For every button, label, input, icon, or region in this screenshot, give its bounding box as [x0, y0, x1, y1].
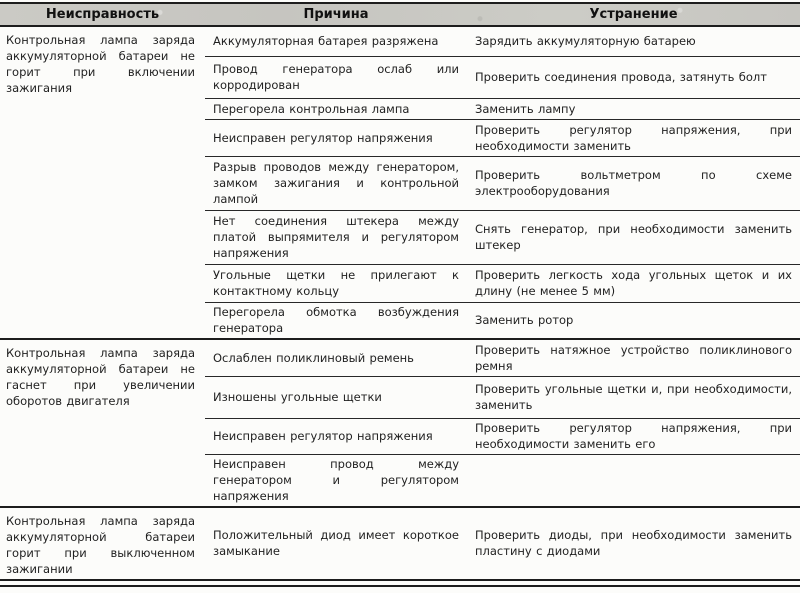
cause-remedy-rows: [205, 27, 800, 338]
cause-cell: Неисправен провод между генератором и регулятором напряжения: [213, 457, 459, 503]
remedy-cell: Заменить ротор: [475, 313, 574, 327]
cause-cell: Провод генератора ослаб или корродирован: [213, 62, 459, 92]
remedy-cell: [467, 455, 800, 506]
cause-remedy-row: [205, 377, 800, 419]
cause-cell: Перегорела обмотка возбуждения генератора: [213, 305, 459, 335]
cause-cell: Разрыв проводов между генератором, замком зажигания и контрольной лампой: [213, 160, 459, 206]
cause-cell: Перегорела контрольная лампа: [213, 101, 410, 116]
cause-remedy-row: [205, 340, 800, 377]
remedy-cell: Зарядить аккумуляторную батарею: [475, 34, 696, 48]
remedy-cell: Заменить лампу: [475, 101, 576, 116]
cause-remedy-row: [205, 455, 800, 506]
table-header: [0, 2, 800, 27]
remedy-cell: Снять генератор, при необходимости заменить штекер: [475, 222, 792, 252]
cause-cell: Аккумуляторная батарея разряжена: [213, 34, 439, 48]
cause-remedy-rows: [205, 508, 800, 579]
cause-remedy-row: [205, 265, 800, 303]
cause-remedy-row: [205, 419, 800, 455]
remedy-cell: Проверить легкость хода угольных щеток и их длину (не менее 5 мм): [475, 268, 792, 298]
cause-remedy-row: [205, 57, 800, 99]
fault-section: [0, 508, 800, 581]
table-body: [0, 27, 800, 581]
fault-cell: Контрольная лампа заряда аккумуляторной батареи горит при выключенном зажигании: [6, 514, 195, 576]
cause-remedy-row: [205, 120, 800, 157]
cause-remedy-row: [205, 211, 800, 265]
remedy-cell: Проверить вольтметром по схеме электрооборудования: [475, 168, 792, 198]
fault-section: [0, 27, 800, 340]
cause-cell: Нет соединения штекера между платой выпрямителя и регулятором напряжения: [213, 214, 459, 260]
remedy-cell: Проверить регулятор напряжения, при необходимости заменить его: [475, 421, 792, 451]
header-cell-remedy: Устранение: [589, 6, 678, 22]
header-cell-cause: Причина: [303, 6, 369, 22]
bottom-double-line: [0, 585, 800, 587]
cause-cell: Положительный диод имеет короткое замыкание: [213, 528, 459, 558]
remedy-cell: Проверить угольные щетки и, при необходимости, заменить: [475, 382, 792, 412]
remedy-cell: Проверить регулятор напряжения, при необходимости заменить: [475, 122, 792, 153]
fault-cell: Контрольная лампа заряда аккумуляторной батареи не гаснет при увеличении оборотов двигателя: [6, 346, 195, 408]
fault-section: [0, 340, 800, 508]
cause-cell: Неисправен регулятор напряжения: [213, 130, 433, 145]
cause-remedy-rows: [205, 340, 800, 506]
cause-cell: Неисправен регулятор напряжения: [213, 429, 433, 443]
cause-remedy-row: [205, 157, 800, 211]
remedy-cell: Проверить соединения провода, затянуть болт: [475, 70, 767, 84]
remedy-cell: Проверить диоды, при необходимости заменить пластину с диодами: [475, 528, 792, 558]
remedy-cell: Проверить натяжное устройство поликлинового ремня: [475, 342, 792, 373]
header-cell-fault: Неисправность: [45, 6, 160, 22]
fault-cell: Контрольная лампа заряда аккумуляторной батареи не горит при включении зажигания: [6, 33, 195, 95]
cause-remedy-row: [205, 508, 800, 579]
cause-remedy-row: [205, 303, 800, 338]
cause-cell: Угольные щетки не прилегают к контактному кольцу: [213, 268, 459, 298]
cause-remedy-row: [205, 27, 800, 57]
cause-remedy-row: [205, 99, 800, 120]
cause-cell: Ослаблен поликлиновый ремень: [213, 350, 414, 365]
cause-cell: Изношены угольные щетки: [213, 390, 382, 404]
